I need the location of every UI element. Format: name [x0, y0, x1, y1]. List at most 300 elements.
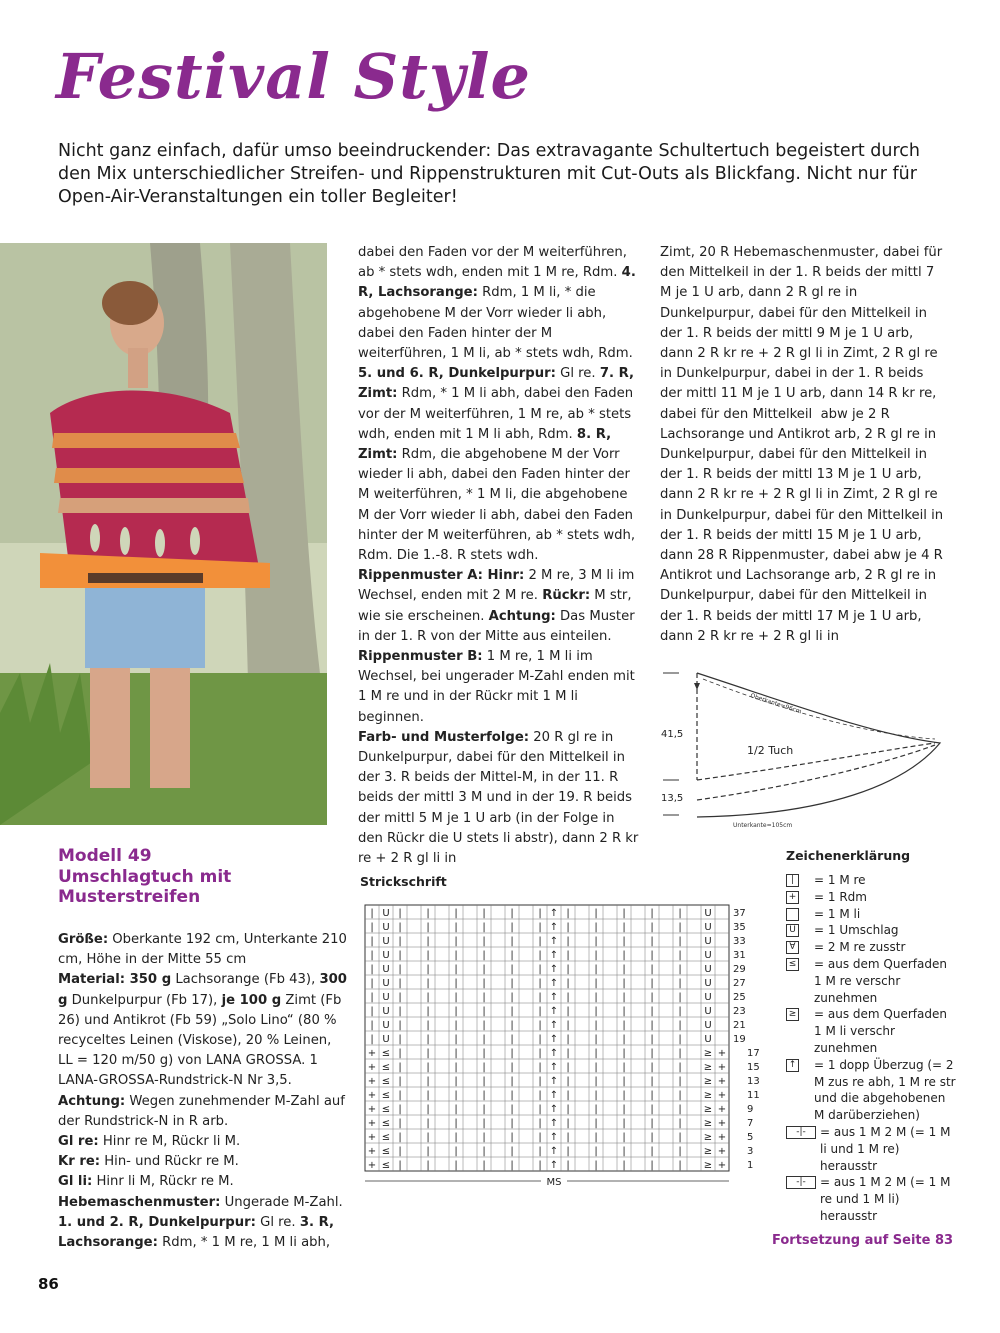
chart-cell-symbol: |	[482, 1062, 486, 1073]
chart-cell-symbol: |	[370, 992, 374, 1003]
chart-cell-symbol: |	[622, 1048, 626, 1059]
chart-cell-symbol: ↑	[549, 1132, 559, 1143]
chart-cell-symbol: |	[398, 978, 402, 989]
chart-cell-symbol: |	[370, 1034, 374, 1045]
chart-cell-symbol: |	[426, 950, 430, 961]
chart-cell-symbol: |	[594, 1076, 598, 1087]
chart-cell-symbol: ↑	[549, 936, 559, 947]
chart-cell-symbol: |	[454, 964, 458, 975]
chart-row-number: 15	[747, 1062, 760, 1073]
chart-cell-symbol: |	[594, 1020, 598, 1031]
chart-cell-symbol: |	[510, 1006, 514, 1017]
text-column-2: dabei den Faden vor der M weiterführen, ab * stets wdh, enden mit 1 M re, Rdm. 4. R, Lachsorange: Rdm, 1 M li, * die abgehobene M der Vorr wieder li abh, dabei den Faden hinter der M weiterführen, 1 M li, ab * stets wdh, Rdm. 5. und 6. R, Dunkelpurpur: Gl re. 7. R, Zimt: Rdm, * 1 M li abh, dabei den Faden vor der M weiterführen, 1 M re, ab * stets wdh, enden mit 1 M li abh, Rdm. 8. R, Zimt: Rdm, die abgehobene M der Vorr wieder li abh, dabei den Faden hinter der M weiterführen, * 1 M li, die abgehobene M der Vorr wieder li abh, dabei den Faden hinter der M weiterführen, ab * stets wdh, Rdm. Die 1.-8. R stets wdh. Rippenmuster A: Hinr: 2 M re, 3 M li im Wechsel, enden mit 2 M re. Rückr: M str, wie sie erscheinen. Achtung: Das Muster in der 1. R von der Mitte aus einteilen. Rippenmuster B: 1 M re, 1 M li im Wechsel, bei ungerader M-Zahl enden mit 1 M re und in der Rückr mit 1 M li beginnen. Farb- und Musterfolge: 20 R gl re in Dunkelpurpur, dabei für den Mittelkeil in der 3. R beids der Mittel-M, in der 11. R beids der mittl 3 M und in der 19. R beids der mittl 5 M je 1 U arb (in der Folge in den Rückr die U stets li abstr), dann 2 R kr re + 2 R gl li in	[358, 245, 643, 867]
chart-cell-symbol: |	[398, 922, 402, 933]
chart-cell-symbol: |	[566, 1160, 570, 1171]
chart-cell-symbol: |	[566, 936, 570, 947]
chart-cell-symbol: U	[382, 950, 390, 961]
legend-item: ↑ = 1 dopp Überzug (= 2 M zus re abh, 1 M re str und die abgehobenen M darüberziehen)	[786, 1057, 956, 1124]
chart-cell-symbol: |	[510, 1020, 514, 1031]
chart-cell-symbol: |	[678, 1146, 682, 1157]
chart-cell-symbol: |	[398, 1146, 402, 1157]
chart-cell-symbol: ↑	[549, 1160, 559, 1171]
chart-cell-symbol: U	[382, 908, 390, 919]
chart-cell-symbol: |	[538, 936, 542, 947]
chart-cell-symbol: |	[398, 1118, 402, 1129]
chart-row-number: 29	[733, 964, 746, 975]
chart-cell-symbol: |	[594, 908, 598, 919]
chart-cell-symbol: |	[538, 1118, 542, 1129]
chart-cell-symbol: |	[650, 936, 654, 947]
chart-cell-symbol: U	[704, 936, 712, 947]
chart-cell-symbol: |	[538, 922, 542, 933]
chart-cell-symbol: |	[622, 978, 626, 989]
chart-cell-symbol: |	[426, 1118, 430, 1129]
chart-cell-symbol: |	[566, 1146, 570, 1157]
chart-row-number: 35	[733, 922, 746, 933]
chart-cell-symbol: |	[510, 950, 514, 961]
chart-cell-symbol: |	[398, 1006, 402, 1017]
chart-cell-symbol: +	[717, 1160, 727, 1171]
chart-cell-symbol: |	[454, 1062, 458, 1073]
chart-cell-symbol: U	[704, 908, 712, 919]
chart-cell-symbol: |	[426, 1034, 430, 1045]
chart-row-number: 13	[747, 1076, 760, 1087]
chart-cell-symbol: |	[594, 1104, 598, 1115]
chart-cell-symbol: |	[594, 992, 598, 1003]
chart-cell-symbol: |	[370, 922, 374, 933]
legend-item: -|- = aus 1 M 2 M (= 1 M re und 1 M li) herausstr	[786, 1174, 956, 1224]
chart-cell-symbol: |	[510, 936, 514, 947]
chart-cell-symbol: ≤	[381, 1118, 391, 1129]
chart-cell-symbol: |	[426, 1160, 430, 1171]
chart-cell-symbol: |	[622, 964, 626, 975]
chart-cell-symbol: |	[482, 1020, 486, 1031]
chart-cell-symbol: |	[482, 1076, 486, 1087]
chart-cell-symbol: ↑	[549, 1062, 559, 1073]
legend-item: ≤ = aus dem Querfaden 1 M re verschr zunehmen	[786, 956, 956, 1006]
chart-cell-symbol: |	[398, 1048, 402, 1059]
chart-row-number: 31	[733, 950, 746, 961]
legend-title: Zeichenerklärung	[786, 848, 911, 863]
chart-cell-symbol: U	[704, 964, 712, 975]
chart-cell-symbol: ≥	[703, 1062, 713, 1073]
chart-cell-symbol: |	[482, 1160, 486, 1171]
chart-cell-symbol: |	[650, 950, 654, 961]
chart-cell-symbol: |	[594, 1146, 598, 1157]
chart-cell-symbol: |	[650, 978, 654, 989]
chart-cell-symbol: |	[678, 1034, 682, 1045]
chart-cell-symbol: |	[538, 1034, 542, 1045]
chart-row-number: 17	[747, 1048, 760, 1059]
chart-cell-symbol: |	[510, 1118, 514, 1129]
chart-cell-symbol: |	[678, 1132, 682, 1143]
chart-cell-symbol: +	[367, 1146, 377, 1157]
chart-cell-symbol: |	[370, 978, 374, 989]
chart-cell-symbol: |	[370, 908, 374, 919]
chart-cell-symbol: ≥	[703, 1048, 713, 1059]
chart-cell-symbol: |	[566, 908, 570, 919]
chart-cell-symbol: |	[398, 1062, 402, 1073]
page-title: Festival Style	[56, 40, 531, 113]
chart-cell-symbol: |	[426, 992, 430, 1003]
chart-cell-symbol: |	[454, 1118, 458, 1129]
chart-row-number: 37	[733, 908, 746, 919]
chart-cell-symbol: ↑	[549, 964, 559, 975]
chart-cell-symbol: ≤	[381, 1048, 391, 1059]
chart-cell-symbol: |	[482, 950, 486, 961]
chart-cell-symbol: |	[426, 922, 430, 933]
schema-top-label: Oberkante=96cm	[749, 692, 803, 716]
chart-cell-symbol: |	[426, 1090, 430, 1101]
chart-cell-symbol: |	[454, 1160, 458, 1171]
chart-cell-symbol: |	[426, 1132, 430, 1143]
chart-cell-symbol: +	[717, 1076, 727, 1087]
chart-cell-symbol: U	[382, 992, 390, 1003]
chart-cell-symbol: |	[622, 1146, 626, 1157]
chart-cell-symbol: |	[594, 1118, 598, 1129]
chart-cell-symbol: |	[594, 978, 598, 989]
text-column-1: Größe: Oberkante 192 cm, Unterkante 210 cm, Höhe in der Mitte 55 cm Material: 350 g Lachsorange (Fb 43), 300 g Dunkelpurpur (Fb 17), je 100 g Zimt (Fb 26) und Antikrot (Fb 59) „Solo Lino“ (80 % recyceltes Leinen (Viskose), 20 % Leinen, LL = 120 m/50 g) von LANA GROSSA. 1 LANA-GROSSA-Rundstrick-N Nr 3,5. Achtung: Wegen zunehmender M-Zahl auf der Rundstrick-N in R arb. Gl re: Hinr re M, Rückr li M. Kr re: Hin- und Rückr re M. Gl li: Hinr li M, Rückr re M. Hebemaschenmuster: Ungerade M-Zahl. 1. und 2. R, Dunkelpurpur: Gl re. 3. R, Lachsorange: Rdm, * 1 M re, 1 M li abh,	[58, 932, 352, 1251]
text-column-3: Zimt, 20 R Hebemaschenmuster, dabei für den Mittelkeil in der 1. R beids der mittl 7 M je 1 U arb, dann 2 R gl re in Dunkelpurpur, dabei für den Mittelkeil in der 1. R beids der mittl 9 M je 1 U arb, dann 2 R kr re + 2 R gl li in Zimt, 2 R gl re in Dunkelpurpur, dabei in der 1. R beids der mittl 11 M je 1 U arb, dann 14 R kr re, dabei für den Mittelkeil abw je 2 R Lachsorange und Antikrot arb, 2 R gl re in Dunkelpurpur, dabei für den Mittelkeil in der 1. R beids der mittl 13 M je 1 U arb, dann 2 R kr re + 2 R gl li in Zimt, 2 R gl re in Dunkelpurpur, dabei für den Mittelkeil in der 1. R beids der mittl 15 M je 1 U arb, dann 28 R Rippenmuster, dabei abw je 4 R Antikrot und Lachsorange arb, 2 R gl re in Dunkelpurpur, dabei für den Mittelkeil in der 1. R beids der mittl 17 M je 1 U arb, dann 2 R kr re + 2 R gl li in	[660, 245, 948, 644]
chart-cell-symbol: |	[678, 1062, 682, 1073]
chart-cell-symbol: |	[510, 1160, 514, 1171]
chart-row-number: 27	[733, 978, 746, 989]
chart-cell-symbol: ≤	[381, 1076, 391, 1087]
chart-cell-symbol: |	[594, 1062, 598, 1073]
chart-cell-symbol: |	[650, 964, 654, 975]
chart-cell-symbol: +	[367, 1132, 377, 1143]
chart-cell-symbol: U	[382, 936, 390, 947]
chart-cell-symbol: +	[717, 1118, 727, 1129]
chart-cell-symbol: |	[398, 1020, 402, 1031]
chart-cell-symbol: |	[510, 1104, 514, 1115]
chart-cell-symbol: ↑	[549, 1146, 559, 1157]
chart-cell-symbol: |	[566, 1020, 570, 1031]
chart-cell-symbol: U	[704, 1034, 712, 1045]
chart-cell-symbol: ≥	[703, 1160, 713, 1171]
chart-cell-symbol: ≥	[703, 1132, 713, 1143]
chart-row-number: 21	[733, 1020, 746, 1031]
chart-cell-symbol: |	[538, 1160, 542, 1171]
chart-cell-symbol: |	[510, 1132, 514, 1143]
chart-row-number: 1	[747, 1160, 754, 1171]
chart-cell-symbol: +	[367, 1076, 377, 1087]
chart-cell-symbol: |	[622, 1034, 626, 1045]
chart-cell-symbol: |	[538, 1146, 542, 1157]
chart-cell-symbol: |	[650, 992, 654, 1003]
chart-cell-symbol: |	[622, 1160, 626, 1171]
chart-cell-symbol: |	[566, 1076, 570, 1087]
chart-cell-symbol: |	[566, 922, 570, 933]
chart-cell-symbol: |	[454, 1146, 458, 1157]
chart-cell-symbol: ↑	[549, 1034, 559, 1045]
chart-cell-symbol: |	[538, 1090, 542, 1101]
chart-cell-symbol: |	[678, 1006, 682, 1017]
chart-cell-symbol: ↑	[549, 1006, 559, 1017]
chart-cell-symbol: |	[622, 992, 626, 1003]
chart-cell-symbol: |	[482, 1132, 486, 1143]
chart-cell-symbol: U	[704, 1020, 712, 1031]
chart-cell-symbol: |	[538, 1076, 542, 1087]
chart-cell-symbol: |	[510, 922, 514, 933]
chart-cell-symbol: |	[482, 936, 486, 947]
chart-cell-symbol: |	[650, 1020, 654, 1031]
chart-cell-symbol: |	[398, 1076, 402, 1087]
chart-cell-symbol: |	[370, 1020, 374, 1031]
chart-cell-symbol: |	[398, 1104, 402, 1115]
chart-cell-symbol: |	[482, 922, 486, 933]
chart-cell-symbol: |	[622, 1104, 626, 1115]
chart-cell-symbol: |	[370, 936, 374, 947]
chart-cell-symbol: |	[594, 1048, 598, 1059]
chart-cell-symbol: ≤	[381, 1104, 391, 1115]
chart-cell-symbol: |	[594, 964, 598, 975]
chart-cell-symbol: +	[717, 1090, 727, 1101]
chart-cell-symbol: |	[510, 992, 514, 1003]
chart-cell-symbol: |	[622, 922, 626, 933]
chart-cell-symbol: U	[382, 1020, 390, 1031]
chart-cell-symbol: |	[678, 908, 682, 919]
chart-cell-symbol: |	[678, 1118, 682, 1129]
chart-cell-symbol: ↑	[549, 978, 559, 989]
chart-cell-symbol: ≥	[703, 1146, 713, 1157]
shawl-schematic	[655, 655, 955, 835]
chart-cell-symbol: U	[382, 922, 390, 933]
chart-ms-label: MS	[546, 1177, 562, 1188]
model-heading: Modell 49 Umschlagtuch mit Musterstreifen	[58, 846, 232, 907]
chart-cell-symbol: |	[398, 1034, 402, 1045]
chart-cell-symbol: |	[538, 1020, 542, 1031]
chart-cell-symbol: |	[594, 936, 598, 947]
chart-cell-symbol: |	[538, 950, 542, 961]
chart-cell-symbol: |	[622, 936, 626, 947]
chart-cell-symbol: |	[482, 1104, 486, 1115]
schema-height-2: 13,5	[661, 793, 684, 804]
chart-cell-symbol: |	[566, 1118, 570, 1129]
chart-cell-symbol: U	[704, 950, 712, 961]
chart-cell-symbol: |	[650, 1118, 654, 1129]
chart-cell-symbol: ↑	[549, 1076, 559, 1087]
chart-cell-symbol: |	[510, 1146, 514, 1157]
legend	[786, 872, 956, 1225]
chart-cell-symbol: |	[566, 992, 570, 1003]
chart-cell-symbol: |	[678, 950, 682, 961]
intro-text: Nicht ganz einfach, dafür umso beeindruckender: Das extravagante Schultertuch begeistert durch den Mix unterschiedlicher Streifen- und Rippenstrukturen mit Cut-Outs als Blickfang. Nicht nur für Open-Air-Veranstaltungen ein toller Begleiter!	[58, 141, 920, 207]
chart-cell-symbol: |	[482, 1006, 486, 1017]
chart-cell-symbol: |	[594, 1090, 598, 1101]
chart-cell-symbol: ↑	[549, 1090, 559, 1101]
chart-cell-symbol: |	[538, 908, 542, 919]
chart-cell-symbol: |	[510, 1062, 514, 1073]
chart-cell-symbol: +	[717, 1146, 727, 1157]
chart-cell-symbol: |	[454, 1132, 458, 1143]
chart-cell-symbol: |	[482, 964, 486, 975]
continuation-note: Fortsetzung auf Seite 83	[772, 1233, 954, 1248]
chart-cell-symbol: |	[650, 1104, 654, 1115]
chart-cell-symbol: |	[678, 1076, 682, 1087]
chart-cell-symbol: |	[482, 978, 486, 989]
chart-cell-symbol: |	[510, 1090, 514, 1101]
chart-cell-symbol: |	[426, 1020, 430, 1031]
chart-cell-symbol: |	[538, 992, 542, 1003]
chart-cell-symbol: |	[622, 908, 626, 919]
chart-cell-symbol: |	[594, 1006, 598, 1017]
chart-cell-symbol: |	[398, 908, 402, 919]
chart-cell-symbol: |	[650, 908, 654, 919]
chart-row-number: 23	[733, 1006, 746, 1017]
chart-cell-symbol: |	[426, 936, 430, 947]
chart-cell-symbol: |	[594, 950, 598, 961]
chart-cell-symbol: +	[367, 1048, 377, 1059]
chart-cell-symbol: |	[650, 1132, 654, 1143]
schema-bottom-label: Unterkante=105cm	[733, 822, 793, 829]
chart-cell-symbol: |	[454, 950, 458, 961]
chart-cell-symbol: |	[398, 936, 402, 947]
chart-cell-symbol: |	[566, 1104, 570, 1115]
chart-cell-symbol: |	[678, 922, 682, 933]
chart-cell-symbol: |	[398, 950, 402, 961]
chart-cell-symbol: |	[426, 978, 430, 989]
chart-cell-symbol: ≤	[381, 1160, 391, 1171]
chart-cell-symbol: |	[426, 1062, 430, 1073]
chart-cell-symbol: |	[566, 978, 570, 989]
chart-cell-symbol: |	[566, 1048, 570, 1059]
chart-cell-symbol: ↑	[549, 1020, 559, 1031]
chart-cell-symbol: |	[426, 1104, 430, 1115]
chart-row-number: 33	[733, 936, 746, 947]
legend-item: = 1 M li	[786, 906, 956, 923]
chart-cell-symbol: U	[704, 978, 712, 989]
chart-cell-symbol: |	[482, 1146, 486, 1157]
chart-cell-symbol: U	[382, 1006, 390, 1017]
chart-cell-symbol: |	[454, 908, 458, 919]
chart-cell-symbol: |	[370, 1006, 374, 1017]
chart-cell-symbol: |	[538, 1104, 542, 1115]
chart-cell-symbol: |	[678, 1048, 682, 1059]
chart-cell-symbol: U	[704, 992, 712, 1003]
chart-cell-symbol: |	[454, 1076, 458, 1087]
chart-cell-symbol: U	[382, 978, 390, 989]
chart-cell-symbol: ↑	[549, 1118, 559, 1129]
chart-cell-symbol: |	[426, 964, 430, 975]
chart-cell-symbol: |	[566, 964, 570, 975]
chart-cell-symbol: |	[678, 978, 682, 989]
chart-cell-symbol: |	[678, 1020, 682, 1031]
chart-cell-symbol: |	[510, 1048, 514, 1059]
chart-cell-symbol: |	[538, 1006, 542, 1017]
chart-cell-symbol: U	[382, 964, 390, 975]
chart-cell-symbol: ↑	[549, 1048, 559, 1059]
chart-cell-symbol: |	[510, 1076, 514, 1087]
chart-cell-symbol: |	[454, 922, 458, 933]
chart-cell-symbol: |	[398, 992, 402, 1003]
chart-cell-symbol: |	[622, 950, 626, 961]
chart-cell-symbol: +	[367, 1118, 377, 1129]
chart-cell-symbol: |	[538, 1048, 542, 1059]
chart-cell-symbol: |	[482, 1118, 486, 1129]
chart-cell-symbol: |	[622, 1062, 626, 1073]
chart-cell-symbol: |	[426, 1006, 430, 1017]
chart-cell-symbol: |	[678, 1090, 682, 1101]
chart-cell-symbol: |	[482, 1048, 486, 1059]
chart-cell-symbol: |	[566, 1132, 570, 1143]
legend-item: U = 1 Umschlag	[786, 922, 956, 939]
chart-cell-symbol: ≥	[703, 1076, 713, 1087]
chart-cell-symbol: |	[566, 950, 570, 961]
chart-cell-symbol: +	[367, 1062, 377, 1073]
chart-cell-symbol: |	[650, 922, 654, 933]
chart-cell-symbol: |	[650, 1034, 654, 1045]
chart-cell-symbol: |	[454, 992, 458, 1003]
chart-cell-symbol: |	[538, 978, 542, 989]
chart-cell-symbol: |	[398, 964, 402, 975]
chart-cell-symbol: |	[510, 978, 514, 989]
chart-cell-symbol: |	[594, 922, 598, 933]
chart-cell-symbol: ↑	[549, 922, 559, 933]
chart-cell-symbol: |	[678, 1160, 682, 1171]
chart-cell-symbol: |	[650, 1062, 654, 1073]
chart-cell-symbol: |	[454, 1048, 458, 1059]
chart-cell-symbol: |	[538, 1062, 542, 1073]
chart-row-number: 19	[733, 1034, 746, 1045]
chart-cell-symbol: |	[426, 1048, 430, 1059]
chart-cell-symbol: |	[678, 992, 682, 1003]
chart-row-number: 25	[733, 992, 746, 1003]
chart-cell-symbol: |	[622, 1006, 626, 1017]
chart-cell-symbol: ↑	[549, 1104, 559, 1115]
chart-cell-symbol: ≥	[703, 1118, 713, 1129]
chart-cell-symbol: ≤	[381, 1132, 391, 1143]
chart-cell-symbol: ≤	[381, 1090, 391, 1101]
chart-row-number: 5	[747, 1132, 754, 1143]
chart-cell-symbol: |	[370, 964, 374, 975]
schema-height-1: 41,5	[661, 729, 684, 740]
legend-item: + = 1 Rdm	[786, 889, 956, 906]
chart-cell-symbol: |	[622, 1090, 626, 1101]
chart-cell-symbol: |	[454, 978, 458, 989]
chart-cell-symbol: U	[382, 1034, 390, 1045]
chart-cell-symbol: +	[367, 1104, 377, 1115]
chart-cell-symbol: |	[650, 1076, 654, 1087]
chart-cell-symbol: +	[717, 1132, 727, 1143]
chart-cell-symbol: +	[717, 1048, 727, 1059]
chart-cell-symbol: |	[398, 1132, 402, 1143]
chart-cell-symbol: +	[367, 1160, 377, 1171]
chart-cell-symbol: |	[398, 1160, 402, 1171]
chart-cell-symbol: |	[370, 950, 374, 961]
legend-item: ≥ = aus dem Querfaden 1 M li verschr zunehmen	[786, 1006, 956, 1056]
chart-cell-symbol: |	[510, 1034, 514, 1045]
chart-cell-symbol: |	[650, 1006, 654, 1017]
legend-item: ∀ = 2 M re zusstr	[786, 939, 956, 956]
chart-cell-symbol: |	[678, 1104, 682, 1115]
chart-cell-symbol: |	[678, 936, 682, 947]
chart-cell-symbol: |	[482, 1090, 486, 1101]
chart-cell-symbol: |	[482, 1034, 486, 1045]
chart-cell-symbol: |	[622, 1118, 626, 1129]
chart-cell-symbol: |	[482, 992, 486, 1003]
chart-cell-symbol: ≤	[381, 1062, 391, 1073]
chart-cell-symbol: |	[678, 964, 682, 975]
chart-row-number: 3	[747, 1146, 754, 1157]
chart-cell-symbol: ↑	[549, 950, 559, 961]
chart-row-number: 7	[747, 1118, 754, 1129]
chart-cell-symbol: |	[454, 1090, 458, 1101]
chart-cell-symbol: |	[566, 1034, 570, 1045]
legend-item: -|- = aus 1 M 2 M (= 1 M li und 1 M re) herausstr	[786, 1124, 956, 1174]
chart-cell-symbol: |	[594, 1034, 598, 1045]
chart-cell-symbol: ≥	[703, 1090, 713, 1101]
